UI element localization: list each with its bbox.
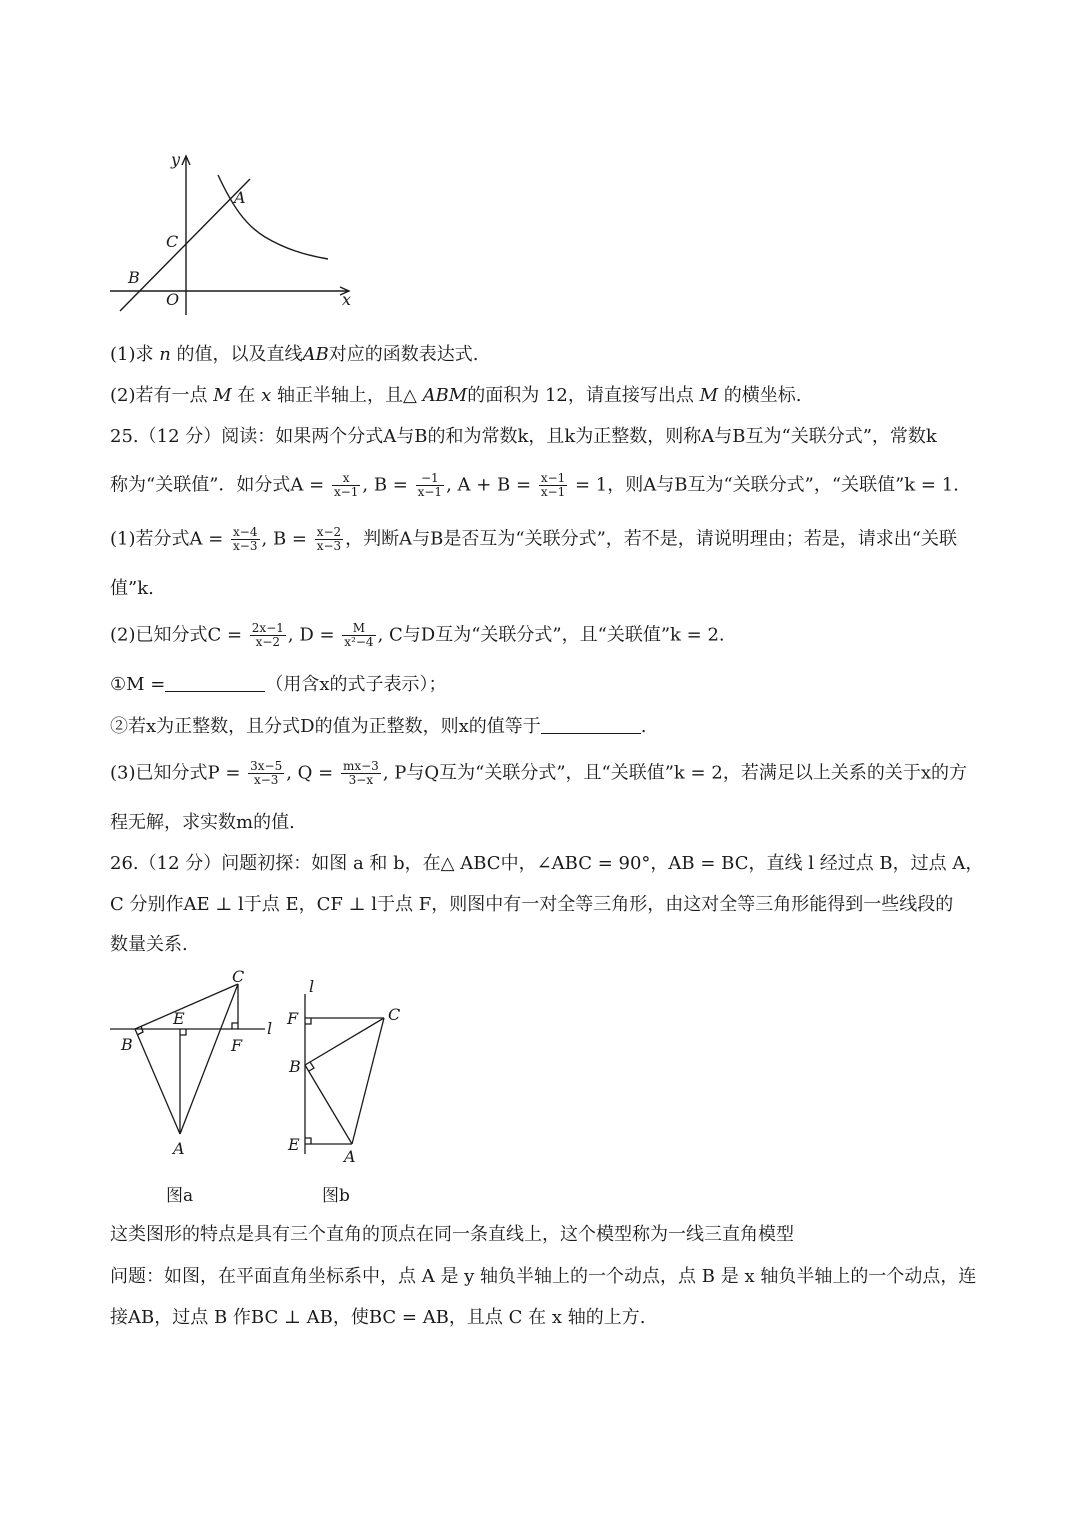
- fraction: $\frac{x}{x-1}$: [333, 471, 359, 499]
- fraction: $\frac{3x-5}{x-3}$: [250, 759, 283, 787]
- segment-bc: [305, 1018, 384, 1065]
- q25-subq2: ②若x为正整数，且分式D的值为正整数，则x的值等于 .: [110, 716, 647, 737]
- fraction: $\frac{M}{\text{x²−4}}$: [344, 621, 374, 649]
- label-l: l: [267, 1019, 273, 1038]
- figure-b: [280, 972, 420, 1172]
- q25-part2: (2)已知分式C = $\frac{2x-1}{x-2}$ , D = $\frac{M}{\text{x²−4}}$ , C与D互为“关联分式”，且“关联值”k = 2.: [110, 621, 725, 649]
- q24-part1: (1)求 n 的值，以及直线AB对应的函数表达式.: [110, 344, 479, 365]
- fraction: $\frac{-1}{x-1}$: [417, 471, 443, 499]
- q26-line4: 这类图形的特点是具有三个直角的顶点在同一条直线上，这个模型称为一线三直角模型: [110, 1224, 794, 1245]
- fraction: $\frac{mx-3}{3-x}$: [342, 759, 379, 787]
- label-l: l: [309, 977, 315, 996]
- segment-ac: [180, 984, 238, 1134]
- caption-figure-b: 图b: [322, 1186, 350, 1206]
- q25-part3-line1: (3)已知分式P = $\frac{3x-5}{x-3}$ , Q = $\frac{mx-3}{3-x}$ , P与Q互为“关联分式”，且“关联值”k = 2，若满足以上关系的关于x的方: [110, 759, 967, 787]
- right-angle-e: [180, 1029, 186, 1035]
- point-c-label: C: [166, 232, 179, 251]
- q25-intro-line2: 称为“关联值”．如分式A = $\frac{x}{x-1}$ , B = $\frac{-1}{x-1}$ , A + B = $\frac{x-1}{x-1}$ = 1，则A与B互为“关联分式”，“关联值”k = 1.: [110, 471, 959, 499]
- segment-ba: [305, 1065, 352, 1144]
- label-e: E: [173, 1009, 185, 1028]
- right-angle-b: [309, 1062, 314, 1071]
- answer-blank[interactable]: [165, 673, 265, 692]
- q26-line1: 26.（12 分）问题初探：如图 a 和 b，在△ ABC中，∠ABC = 90°，AB = BC，直线 l 经过点 B，过点 A，: [110, 853, 984, 874]
- q26-line3: 数量关系.: [110, 934, 188, 955]
- label-f: F: [287, 1009, 299, 1028]
- right-angle-f: [232, 1023, 238, 1029]
- label-e: E: [288, 1135, 300, 1154]
- label-a: A: [344, 1147, 356, 1166]
- label-a: A: [173, 1139, 185, 1158]
- label-c: C: [388, 1005, 401, 1024]
- point-b-label: B: [128, 268, 140, 287]
- right-angle-e: [305, 1138, 311, 1144]
- q24-part2: (2)若有一点 M 在 x 轴正半轴上，且△ ABM的面积为 12，请直接写出点 M 的横坐标.: [110, 385, 802, 406]
- q26-line6: 接AB，过点 B 作BC ⊥ AB，使BC = AB，且点 C 在 x 轴的上方.: [110, 1307, 646, 1328]
- point-a-label: A: [234, 188, 246, 207]
- q26-line2: C 分别作AE ⊥ l于点 E，CF ⊥ l于点 F，则图中有一对全等三角形，由这对全等三角形能得到一些线段的: [110, 894, 954, 915]
- label-b: B: [121, 1035, 133, 1054]
- caption-figure-a: 图a: [166, 1186, 194, 1206]
- axis-x-label: x: [342, 290, 352, 309]
- fraction: $\frac{x-4}{x-3}$: [233, 525, 258, 553]
- origin-label: O: [166, 290, 180, 309]
- q25-intro-line1: 25.（12 分）阅读：如果两个分式A与B的和为常数k，且k为正整数，则称A与B互为“关联分式”，常数k: [110, 426, 937, 447]
- fraction: $\frac{x-1}{x-1}$: [540, 471, 566, 499]
- q25-part3-line2: 程无解，求实数m的值.: [110, 812, 295, 833]
- segment-ca: [352, 1018, 384, 1144]
- q26-line5: 问题：如图，在平面直角坐标系中，点 A 是 y 轴负半轴上的一个动点，点 B 是 x 轴负半轴上的一个动点，连: [110, 1266, 977, 1287]
- q25-part1-line1: (1)若分式A = $\frac{x-4}{x-3}$ , B = $\frac{x-2}{x-3}$ ，判断A与B是否互为“关联分式”，若不是，请说明理由；若是，请求出“关联: [110, 525, 958, 553]
- label-c: C: [232, 968, 245, 986]
- right-angle-f: [305, 1018, 311, 1024]
- axes: [110, 156, 352, 315]
- q25-subq1: ①M = （用含x的式子表示）；: [110, 674, 447, 695]
- label-f: F: [231, 1036, 243, 1055]
- graph-figure: [100, 145, 370, 315]
- fraction: $\frac{x-2}{x-3}$: [316, 525, 342, 553]
- answer-blank[interactable]: [541, 715, 641, 734]
- q25-part1-line2: 值”k.: [110, 578, 154, 599]
- label-b: B: [289, 1057, 301, 1076]
- fraction: $\frac{2x-1}{x-2}$: [251, 621, 284, 649]
- segment-ba: [135, 1029, 180, 1134]
- axis-y-label: y: [171, 150, 181, 169]
- figure-a: [105, 968, 285, 1168]
